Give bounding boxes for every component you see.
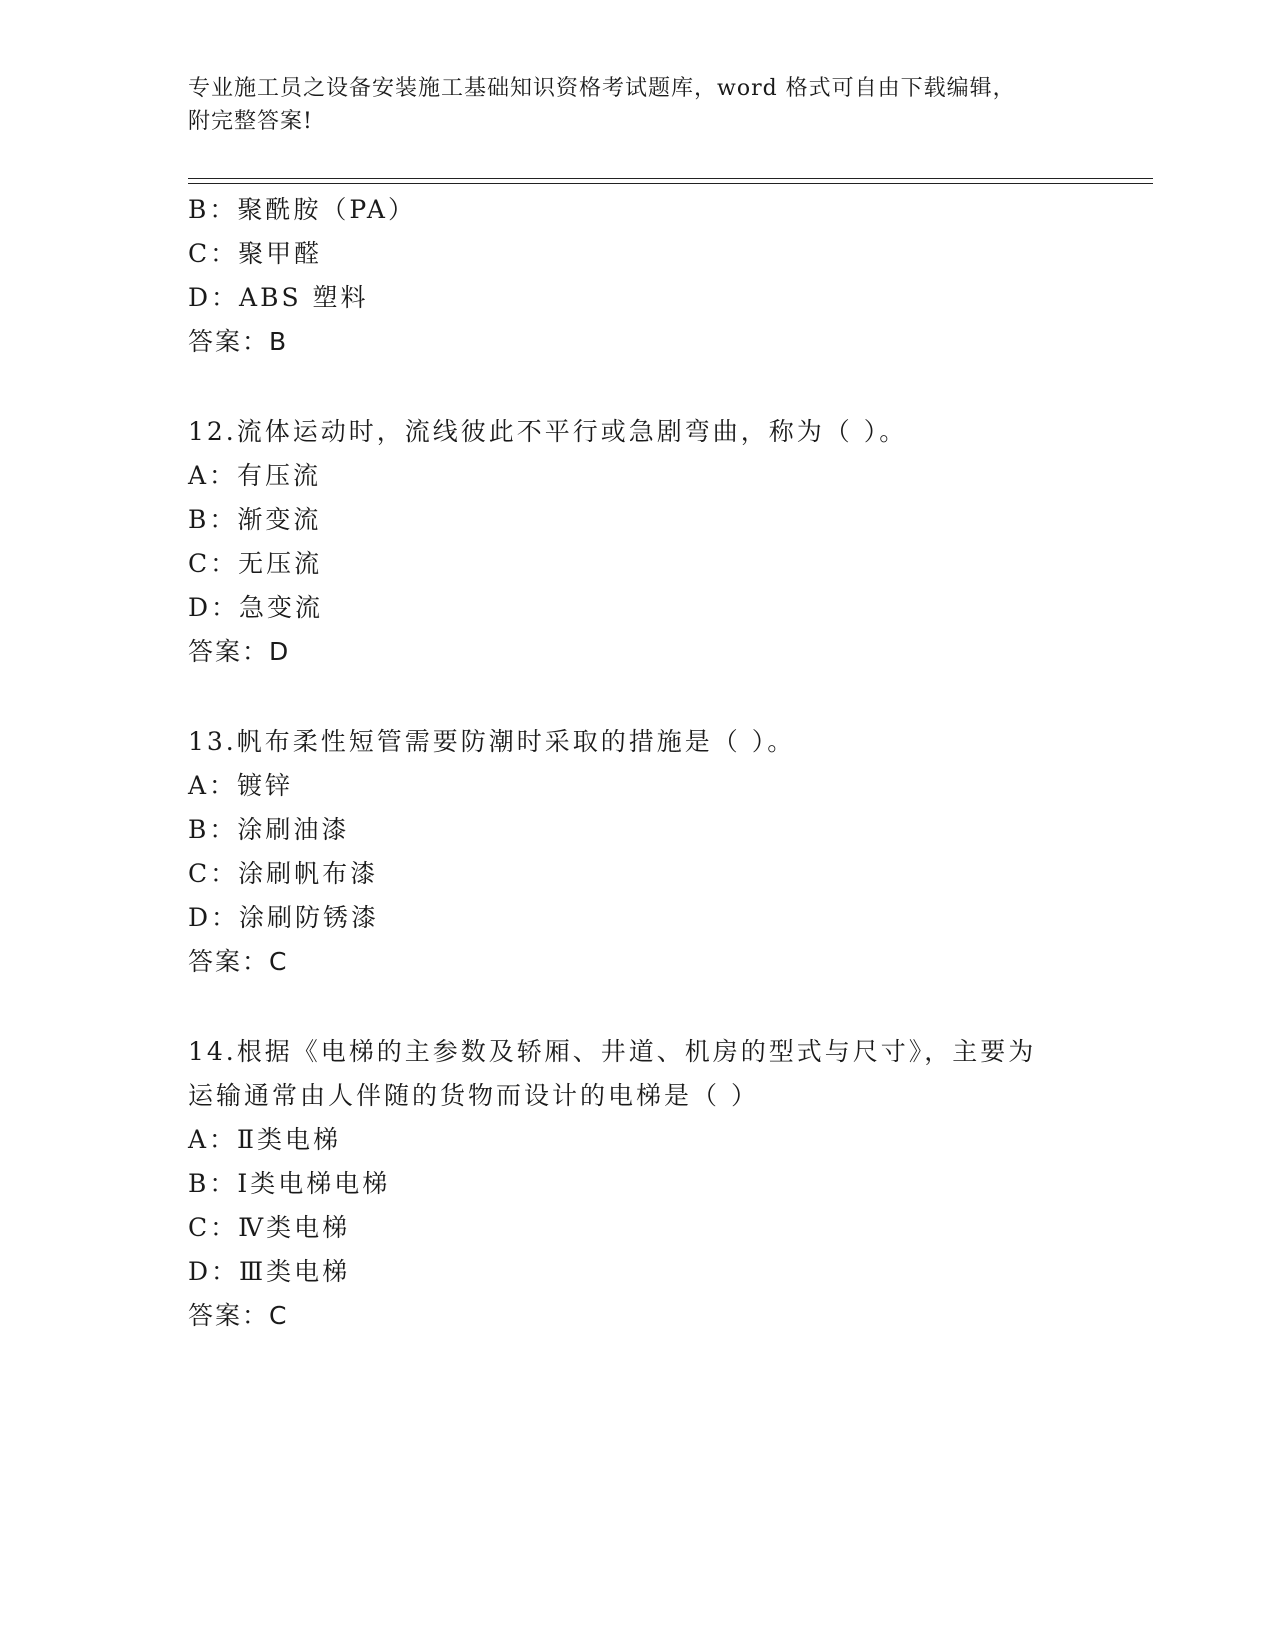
header-divider-top (188, 178, 1153, 179)
answer-line: 答案：B (188, 327, 289, 356)
option-b: B：涂刷油漆 (188, 815, 350, 844)
question-stem: 12.流体运动时，流线彼此不平行或急剧弯曲，称为（ ）。 (188, 417, 908, 446)
option-b: B：渐变流 (188, 505, 322, 534)
answer-line: 答案：C (188, 1301, 289, 1330)
header-line-1: 专业施工员之设备安装施工基础知识资格考试题库，word 格式可自由下载编辑， (188, 76, 1016, 101)
option-c: C：无压流 (188, 549, 323, 578)
question-stem-continued: 运输通常由人伴随的货物而设计的电梯是（ ） (188, 1081, 759, 1110)
option-a: A：有压流 (188, 461, 322, 490)
option-c: C：Ⅳ类电梯 (188, 1213, 351, 1242)
option-b: B：Ⅰ类电梯电梯 (188, 1169, 391, 1198)
option-d: D：涂刷防锈漆 (188, 903, 380, 932)
document-header (188, 72, 1088, 138)
option-b: B：聚酰胺（PA） (188, 195, 416, 224)
option-a: A：镀锌 (188, 771, 294, 800)
option-a: A：Ⅱ类电梯 (188, 1125, 342, 1154)
header-divider-bottom (188, 183, 1153, 184)
question-stem: 13.帆布柔性短管需要防潮时采取的措施是（ ）。 (188, 727, 796, 756)
option-d: D：Ⅲ类电梯 (188, 1257, 351, 1286)
option-d: D：ABS 塑料 (188, 283, 369, 312)
answer-line: 答案：C (188, 947, 289, 976)
header-line-2: 附完整答案! (188, 109, 313, 134)
option-d: D：急变流 (188, 593, 324, 622)
option-c: C：涂刷帆布漆 (188, 859, 379, 888)
question-stem: 14.根据《电梯的主参数及轿厢、井道、机房的型式与尺寸》，主要为 (188, 1037, 1037, 1066)
option-c: C：聚甲醛 (188, 239, 323, 268)
answer-line: 答案：D (188, 637, 291, 666)
